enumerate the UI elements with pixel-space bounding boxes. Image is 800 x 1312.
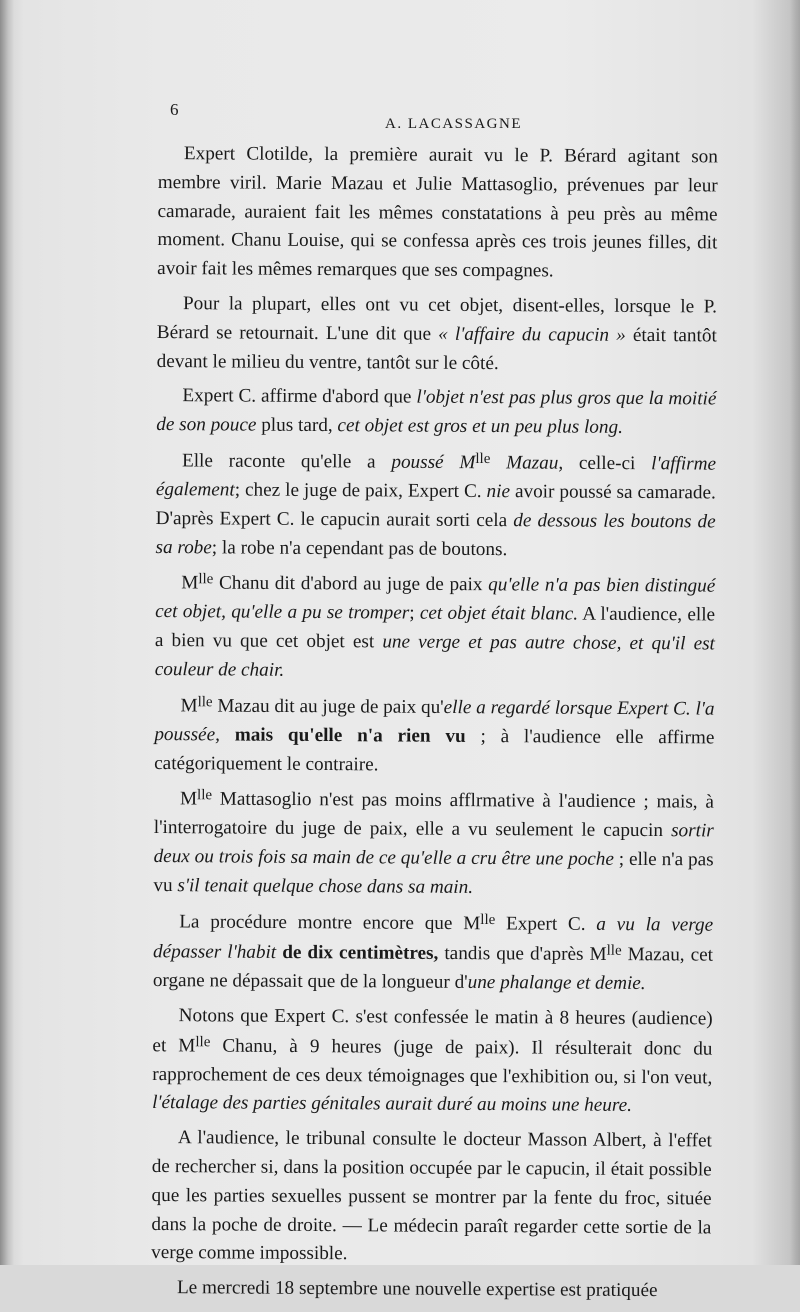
paragraph <box>156 382 716 443</box>
text-run <box>220 724 235 745</box>
text-run: Elle raconte qu'elle a <box>181 450 392 473</box>
running-head: A. LACASSAGNE <box>385 116 523 132</box>
text-run: ; la robe n'a cependant pas de boutons. <box>211 536 508 560</box>
paragraph <box>151 1124 712 1271</box>
italic-phrase: poussé M <box>391 451 476 474</box>
binding-shadow <box>0 0 14 1265</box>
italic-phrase: s'il tenait quelque chose dans sa main. <box>177 875 474 899</box>
page-edge-shadow <box>790 0 800 1265</box>
text-run: Expert Clotilde, la première aurait vu le P. Bérard agitant son membre viril. Marie Mazau et Julie Mattasoglio, prévenues par leur camarade, auraient fait les mêmes constatations à peu près au même moment. Chanu Louise, qui se confessa après ces trois jeunes filles, dit avoir fait les mêmes remarques que ses compagnes. <box>157 143 718 282</box>
text-run: A l'audience, le tribunal consulte le docteur Masson Albert, à l'effet de rechercher si, dans la position occupée par le capucin, il était possible que les parties sexuelles pussent se montrer par la fente du froc, située dans la poche de droite. — Le médecin paraît regarder cette sortie de la verge comme impossible. <box>151 1127 712 1265</box>
text-run: Mazau dit au juge de paix qu' <box>212 695 444 718</box>
italic-phrase: une phalange et demie. <box>467 971 646 994</box>
text-run: avoir poussé sa camarade. D'après Expert C. le capucin aurait sorti cela <box>155 481 716 531</box>
paragraph <box>151 1274 711 1306</box>
text-run: Expert C. affirme d'abord que <box>182 385 417 408</box>
paragraph <box>155 446 716 566</box>
bold-phrase: de dix centimètres, <box>282 941 439 964</box>
italic-phrase: l'objet n'est pas plus gros que la moitié de son pouce <box>156 386 717 436</box>
italic-phrase: nie <box>486 481 511 503</box>
bold-phrase: mais qu'elle n'a rien vu <box>234 724 466 747</box>
body-text <box>151 140 718 1312</box>
title-abbrev-superscript: lle <box>195 1033 211 1050</box>
paragraph <box>152 1002 713 1122</box>
paragraph <box>154 691 715 782</box>
italic-phrase: l'étalage des parties génitales aurait duré au moins une heure. <box>152 1092 633 1117</box>
title-abbrev-superscript: lle <box>197 787 213 804</box>
paragraph <box>153 784 714 904</box>
title-abbrev-superscript: lle <box>606 942 622 959</box>
italic-phrase: cet objet est gros et un peu plus long. <box>337 415 623 439</box>
italic-phrase: qu'elle n'a pas bien distingué cet objet, qu'elle a pu se tromper <box>155 574 716 624</box>
text-run: tandis que d'après M <box>438 942 607 965</box>
title-abbrev-superscript: lle <box>475 450 491 468</box>
text-run: Le mercredi 18 septembre une nouvelle expertise est pratiquée <box>176 1277 658 1302</box>
text-run: Chanu dit d'abord au juge de paix <box>213 572 489 596</box>
italic-phrase: une verge et pas autre chose, et qu'il est couleur de chair. <box>154 631 715 681</box>
italic-phrase: Mazau, <box>490 452 564 474</box>
text-run: M <box>181 572 199 594</box>
text-run: Expert C. <box>495 913 597 935</box>
text-run: ; <box>409 602 420 625</box>
paragraph <box>155 568 716 688</box>
text-run: Notons que Expert C. s'est confessée le matin à 8 heures (audience) et M <box>152 1004 713 1056</box>
text-run: ; elle n'a pas vu <box>153 849 714 897</box>
text-run: A l'audience, elle a bien vu que cet objet est <box>154 603 716 653</box>
text-run: était tantôt devant le milieu du ventre, tantôt sur le côté. <box>156 324 717 374</box>
paragraph <box>153 907 714 999</box>
italic-phrase: « l'affaire du capucin » <box>438 323 626 346</box>
text-run: M <box>180 695 198 717</box>
text-run: Chanu, à 9 heures (juge de paix). Il résulterait donc du rapprochement de ces deux témoignages que l'exhibition ou, si l'on veut, <box>152 1035 713 1088</box>
page-number: 6 <box>170 100 179 119</box>
title-abbrev-superscript: lle <box>480 911 496 928</box>
italic-phrase: sortir deux ou trois fois sa main de ce qu'elle a cru être une poche <box>153 820 714 871</box>
text-run: plus tard, <box>256 414 338 437</box>
text-run: celle-ci <box>563 452 652 475</box>
text-run: Pour la plupart, elles ont vu cet objet, disent-elles, lorsque le P. Bérard se retournait. L'une dit que <box>156 293 718 345</box>
italic-phrase: elle a regardé lorsque Expert C. l'a poussée, <box>154 696 715 746</box>
italic-phrase: de dessous les boutons de sa robe <box>155 509 716 558</box>
text-run: La procédure montre encore que M <box>179 911 481 935</box>
text-run: ; à l'audience elle affirme catégoriquement le contraire. <box>154 725 715 775</box>
text-run: ; chez le juge de paix, Expert C. <box>234 479 487 503</box>
text-run: Mattasoglio n'est pas moins afflrmative à l'audience ; mais, à l'interrogatoire du juge de paix, elle a vu seulement le capucin <box>153 789 715 842</box>
paragraph <box>157 290 718 380</box>
italic-phrase: l'affirme également <box>155 453 717 501</box>
paragraph <box>157 140 718 287</box>
title-abbrev-superscript: lle <box>197 694 213 711</box>
text-run: Mazau, cet organe ne dépassait que de la longueur d' <box>152 943 714 993</box>
italic-phrase: cet objet était blanc. <box>419 603 579 625</box>
italic-phrase: a vu la verge dépasser l'habit <box>152 913 714 963</box>
title-abbrev-superscript: lle <box>198 571 214 588</box>
text-run: M <box>179 788 198 810</box>
